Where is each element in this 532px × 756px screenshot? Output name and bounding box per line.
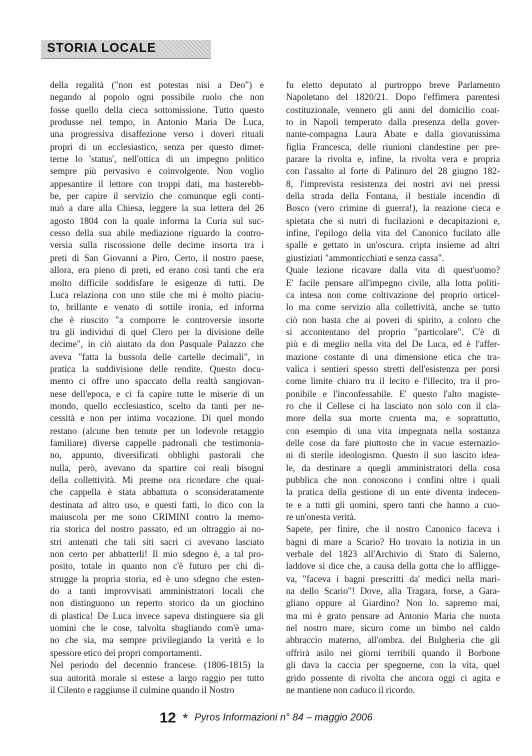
text-line: fosse quello della cieca sottomissione. Tutto questo [50, 105, 264, 116]
text-line: allora, era pieno di preti, ed erano così tanti che era [50, 266, 264, 277]
footer-separator: * [182, 709, 189, 726]
text-line: costituzionale, vennero gli anni del domicilio coat- [286, 105, 500, 116]
text-line: to, brillante e venato di sottile ironia, ed informa [50, 303, 264, 314]
text-line: versia sulla riscossione delle decime insorta tra i [50, 241, 264, 252]
text-line: ro che il Cellese ci ha lasciato non solo con il cla- [286, 401, 500, 412]
text-line: more della sua morte cruenta ma, e soprattutto, [286, 414, 500, 425]
text-line: propri di un ecclesiastico, senza per questo dimet- [50, 142, 264, 153]
text-line: na dello Scario"! Dove, alla Tragara, forse, a Gara- [286, 587, 500, 598]
text-line: verbale del 1823 all'Archivio di Stato di Salerno, [286, 550, 500, 561]
text-line: Napoletano del 1820/21. Dopo l'effimera parentesi [286, 93, 500, 104]
text-line: posito, totale in quanto non c'è futuro per chi di- [50, 562, 264, 573]
text-line: be, per capire il servizio che comunque egli conti- [50, 192, 264, 203]
text-line: ni di sterile ideologismo. Questo il suo lascito idea- [286, 451, 500, 462]
text-line: do a tanti improvvisati amministratori locali che [50, 587, 264, 598]
text-line: no che sia, ma sempre privilegiando la verità e lo [50, 636, 264, 647]
text-line: lo ma come servizio alla collettività, anche se tutto [286, 303, 500, 314]
text-line: ria storica del nostro passato, ed un oltraggio ai no- [50, 525, 264, 536]
text-line: maiuscola per me sono CRIMINI contro la memo- [50, 513, 264, 524]
text-line: grido possente di rivolta che ancora oggi ci agita e [286, 673, 500, 684]
text-line: preti di San Giovanni a Piro. Certo, il nostro paese, [50, 253, 264, 264]
text-line: non distinguono un reperto storico da un giochino [50, 599, 264, 610]
text-line: aveva "fatta la bussola delle cartelle decimali", in [50, 352, 264, 363]
text-line: non certo per abbatterli! Il mio sdegno è, a tal pro- [50, 550, 264, 561]
text-line: cesso della sua abile mediazione riguardo la contro- [50, 229, 264, 240]
text-line: parare la rivolta e, infine, la rivolta vera e propria [286, 155, 500, 166]
text-line: uomini che le cose, talvolta sbagliando com'è uma- [50, 624, 264, 635]
text-line: il Cilento e raggiunse il culmine quando il Nostro [50, 685, 235, 696]
text-line: che è riuscito "a comporre le controversie insorte [50, 315, 264, 326]
text-line: nulla, però, avevano da spartire coi reali bisogni [50, 463, 264, 474]
text-line: mondo, quello ecclesiastico, scelto da tanti per ne- [50, 401, 264, 412]
text-line: familiare) diverse cappelle padronali che testimonia- [50, 438, 264, 449]
text-line: stri antenati che tali siti sacri ci avevano lasciato [50, 537, 264, 548]
text-line: gliano oppure al Giardino? Non lo. sapremo mai, [286, 599, 500, 610]
text-line: spessore etico dei propri comportamenti. [50, 648, 202, 659]
publication-info: Pyros Informazioni n° 84 – maggio 2006 [194, 712, 373, 724]
section-title: STORIA LOCALE [47, 41, 157, 55]
text-line: va, "faceva i bagni prescritti da' medici nella mari- [286, 574, 500, 585]
text-line: si accontentano del proprio "particolare". C'è di [286, 327, 500, 338]
text-line: le, da destinare a quegli amministratori della cosa [286, 463, 500, 474]
right-column [286, 80, 500, 697]
text-line: Quale lezione ricavare dalla vita di quest'uomo? [286, 266, 500, 277]
text-line: mazione costante di una dimensione etica che tra- [286, 352, 500, 363]
text-line: delle cose da fare piuttosto che in vacue esternazio- [286, 438, 500, 449]
text-line: nese dell'epoca, e ci fa capire tutte le miserie di un [50, 389, 264, 400]
text-line: mento ci offre uno spaccato della realtà sangiovan- [50, 377, 264, 388]
text-line: della strada della Fontana, il bestiale incendio di [286, 192, 500, 203]
text-line: re un'onesta verità. [286, 513, 357, 524]
text-line: restano (alcune ben tenute per un lodevole retaggio [50, 426, 264, 437]
text-line: che cappella è stata abbattuta o sconsideratamente [50, 488, 264, 499]
text-line: to in Napoli temperato dalla presenza della gover- [286, 118, 500, 129]
text-line: nuò a dare alla Chiesa, leggere la sua lettera del 26 [50, 204, 264, 215]
text-line: una progressiva disaffezione verso i doveri rituali [50, 130, 264, 141]
text-line: ne mantiene non caduco il ricordo. [286, 685, 416, 696]
text-line: fu eletto deputato al purtroppo breve Parlamento [286, 81, 500, 91]
text-line: come limite chiaro tra il lecito e l'illecito, tra il pro- [286, 377, 500, 388]
text-line: sua autorità morale si estese a largo raggio per tutto [50, 673, 264, 684]
text-line: della regalità ("non est potestas nisi a Deo") e [50, 81, 264, 91]
text-line: ca intesa non come coltivazione del proprio orticel- [286, 290, 500, 301]
text-line: Bosco (vero crimine di guerra!), la reazione cieca e [286, 204, 500, 215]
text-line: con esempio di una vita impegnata nella sostanza [286, 426, 500, 437]
text-line: 8, l'imprevista resistenza dei nostri avi nei pressi [286, 179, 500, 190]
text-line: figlia Francesca, delle riunioni clandestine per pre- [286, 142, 500, 153]
text-line: la pratica della gestione di un ente diventa indecen- [286, 488, 500, 499]
text-line: valica i sentieri spesso stretti dell'esistenza per porsi [286, 364, 500, 375]
section-header [41, 40, 211, 59]
page-number: 12 [159, 709, 177, 727]
text-line: della collettività. Mi preme ora ricordare che qual- [50, 476, 264, 486]
text-line: di plastica! De Luca invece sapeva distinguere sia gli [50, 611, 264, 622]
text-line: nante-compagna Laura Abate e dalla giovanissima [286, 130, 500, 141]
text-line: pubblica che non conoscono i confini oltre i quali [286, 476, 500, 486]
text-line: strugge la propria storia, ed è uno sdegno che esten- [50, 574, 264, 585]
text-line: ma mi è grato pensare ad Antonio Maria che nuota [286, 611, 500, 622]
text-line: terne lo 'status', nell'ottica di un impegno politico [50, 155, 264, 166]
text-line: tra gli individui di quel Clero per la divisione delle [50, 327, 264, 338]
text-line: spietata che si nutrì di fucilazioni e decapitazioni e, [286, 216, 500, 227]
text-line: Luca relaziona con uno stile che mi è molto piaciu- [50, 290, 264, 301]
text-line: produsse nel tempo, in Antonio Maria De Luca, [50, 118, 264, 129]
text-line: E' facile pensare all'impegno civile, alla lotta politi- [286, 278, 500, 289]
text-line: infine, l'epilogo della vita del Canonico fucilato alle [286, 229, 500, 240]
text-line: agosto 1804 con la quale informa la Curia sul suc- [50, 216, 264, 227]
text-line: gli dava la caccia per spegnerne, con la vita, quel [286, 661, 500, 672]
left-column [50, 80, 264, 697]
text-line: destinata ad altro uso, e questi fatti, lo dico con la [50, 500, 264, 511]
text-line: spalle e gettato in un'oscura. cripta insieme ad altri [286, 241, 500, 252]
text-line: Sapete, per finire, che il nostro Canonico faceva i [286, 525, 500, 536]
text-line: giustiziati "ammonticchiati e senza cassa". [286, 253, 445, 264]
text-line: te e a tutti gli uomini, spero tanti che hanno a cuo- [286, 500, 500, 511]
text-line: no, appunto, diversificati obblighi pastorali che [50, 451, 264, 462]
text-line: abbraccio materno, all'ombra. del Bulgheria che gli [286, 636, 500, 647]
text-line: ponibile e l'inconfessabile. E' questo l'alto magiste- [286, 389, 500, 400]
page-footer [0, 709, 532, 727]
text-line: nel nostro mare, sicuro come un bimbo nel caldo [286, 624, 500, 635]
text-line: molto difficile soddisfare le esigenze di tutti. De [50, 278, 264, 289]
text-line: offrirà asilo nei giorni terribili quando il Borbone [286, 648, 500, 659]
text-line: Nel periodo del decennio francese. (1806-1815) la [50, 661, 264, 672]
text-line: laddove si dice che, a causa della gotta che lo affligge- [286, 562, 500, 573]
text-line: decime", in ciò aiutato da don Pasquale Palazzo che [50, 340, 264, 351]
text-line: ciò non basta che ai poveri di spirito, a coloro che [286, 315, 500, 326]
text-line: bagni di mare a Scario? Ho trovato la notizia in un [286, 537, 500, 548]
text-line: sempre più pervasivo e coinvolgente. Non voglio [50, 167, 264, 178]
text-line: negando al popolo ogni possibile ruolo che non [50, 93, 264, 104]
text-line: con l'assalto al forte di Palinuro del 28 giugno 182- [286, 167, 500, 178]
text-line: pratica la suddivisione delle rendite. Questo docu- [50, 364, 264, 375]
text-line: più e di meglio nella vita del De Luca, ed è l'affer- [286, 340, 500, 351]
text-line: cessità e non per intima vocazione. Di quel mondo [50, 414, 264, 425]
text-line: appesantire il lettore con troppi dati, ma basterebb- [50, 179, 264, 190]
